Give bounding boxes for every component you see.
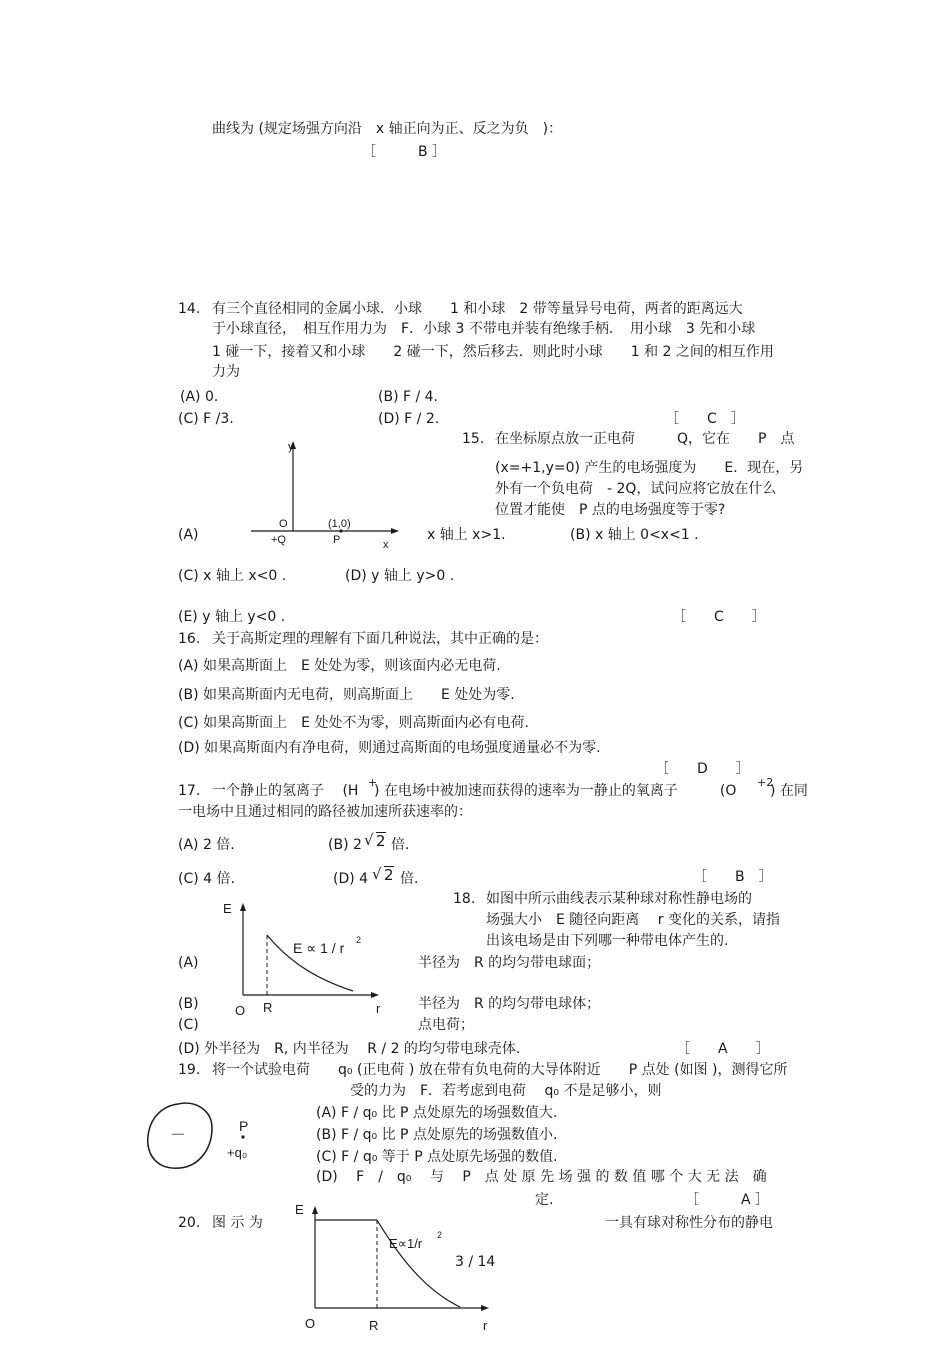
page-number: 3 / 14 [455,1254,496,1270]
q19-p-label: P [239,1118,249,1134]
q19-q-label: +q₀ [227,1145,248,1160]
q17-sup-1: + [368,776,378,789]
top-line: 曲线为 (规定场强方向沿 x 轴正向为正、反之为负 )： [212,121,563,137]
q18-r-tick: R [263,1000,273,1015]
q20-r-label: r [483,1318,488,1333]
q17-option-b-suffix: 倍. [391,837,410,853]
q14-number: 14. [178,301,201,317]
q19-conductor-figure [140,1098,270,1176]
q18-option-a-label: (A) [178,955,199,971]
q17-sup-2: +2 [757,776,774,789]
q16-answer: ［ D ］ [655,761,750,777]
q14-option-a: (A) 0． [180,389,228,405]
q17-option-d-prefix: (D) 4 [333,871,369,887]
q19-option-d-cont: 定. [535,1192,554,1208]
q16-number: 16. [178,631,201,647]
q15-origin-label: O [279,518,288,530]
q17-line-2: 一电场中且通过相同的路径被加速所获速率的： [178,804,472,820]
q17-option-b-prefix: (B) 2 [328,837,362,853]
q16-stem: 关于高斯定理的理解有下面几种说法，其中正确的是： [212,631,548,647]
q15-answer: ［ C ］ [672,609,766,625]
q15-option-a: x 轴上 x>1. [427,527,506,543]
q20-e-vs-r-figure [285,1198,500,1345]
q18-line-3: 出该电场是由下列哪一种带电体产生的. [486,933,729,949]
q18-formula-power: 2 [356,935,362,945]
q16-option-a: (A) 如果高斯面上 E 处处为零，则该面内必无电荷. [178,658,501,674]
q17-number: 17. [178,783,201,799]
q18-answer: ［ A ］ [676,1041,770,1057]
q15-line-3: 外有一个负电荷 - 2Q，试问应将它放在什么 [495,481,777,497]
q17-line-1b: ) 在电场中被加速而获得的速率为一静止的氧离子 (O [374,783,737,799]
q15-option-e: (E) y 轴上 y<0 . [178,609,286,625]
q14-answer: ［ C ］ [665,411,745,427]
q16-option-b: (B) 如果高斯面内无电荷，则高斯面上 E 处处为零. [178,687,515,703]
q20-e-label: E [295,1202,304,1217]
q18-line-1: 如图中所示曲线表示某种球对称性静电场的 [486,891,752,907]
q18-formula: E ∝ 1 / r [293,940,345,956]
q17-line-1c: ) 在同 [770,783,808,799]
q18-line-2: 场强大小 E 随径向距离 r 变化的关系，请指 [486,912,780,928]
q17-answer: ［ B ］ [693,869,773,885]
q20-right: 一具有球对称性分布的静电 [605,1215,773,1231]
q19-negative-sign: － [170,1127,187,1144]
q15-point-label: P [333,534,341,546]
q14-line-2: 于小球直径， 相互作用力为 F．小球 3 不带电并装有绝缘手柄． 用小球 3 先和小球 [212,321,756,337]
q17-option-a: (A) 2 倍. [178,837,235,853]
q15-option-a-label: (A) [178,527,199,543]
q18-option-c: 点电荷； [418,1017,474,1033]
q14-line-3: 1 碰一下，接着又和小球 2 碰一下，然后移去．则此时小球 1 和 2 之间的相互作用 [212,344,774,360]
q15-option-d: (D) y 轴上 y>0 . [345,568,455,584]
q18-r-label: r [376,1001,381,1016]
q17-option-d-radicand: 2 [384,866,394,884]
q18-option-b: 半径为 R 的均匀带电球体； [418,996,601,1012]
q20-o-label: O [305,1316,316,1331]
q14-option-d: (D) F / 2. [378,411,440,427]
q20-r-tick: R [369,1318,379,1333]
top-answer: ［ B ］ [362,144,447,160]
q17-option-c: (C) 4 倍. [178,871,235,887]
q17-line-1a: 一个静止的氢离子 (H [212,783,359,799]
q15-x-label: x [383,539,389,551]
q17-option-b-sqrt-sign: √ [364,831,374,849]
q18-option-b-label: (B) [178,996,199,1012]
q19-option-c: (C) F / q₀ 等于 P 点处原先场强的数值. [316,1149,558,1165]
q19-line-2: 受的力为 F．若考虑到电荷 q₀ 不是足够小，则 [350,1083,662,1099]
q15-point-coord: (1,0) [328,518,351,530]
q15-line-4: 位置才能使 P 点的电场强度等于零? [495,502,726,518]
q17-option-d-suffix: 倍. [400,871,419,887]
q15-option-b: (B) x 轴上 0<x<1 . [570,527,699,543]
q20-formula-power: 2 [437,1230,443,1240]
q16-option-c: (C) 如果高斯面上 E 处处不为零，则高斯面内必有电荷. [178,715,529,731]
q15-axes-figure [245,435,405,553]
q15-option-c: (C) x 轴上 x<0 . [178,568,287,584]
q20-number: 20. [178,1215,201,1231]
q19-option-d: (D) F / q₀ 与 P 点 处 原 先 场 强 的 数 值 哪 个 大 无 法 确 [316,1169,767,1185]
q17-option-d-sqrt-sign: √ [372,865,382,883]
q19-option-b: (B) F / q₀ 比 P 点处原先的场强数值小. [316,1127,558,1143]
q18-option-c-label: (C) [178,1017,199,1033]
q19-answer: ［ A ］ [685,1192,770,1208]
q14-option-b: (B) F / 4. [378,389,439,405]
q15-number: 15. [462,431,485,447]
q19-number: 19. [178,1062,201,1078]
q17-option-b-radicand: 2 [376,832,386,850]
q15-y-label: y [288,441,294,453]
q15-line-1: 在坐标原点放一正电荷 Q，它在 P 点 [495,431,795,447]
q20-left: 图 示 为 [212,1215,263,1231]
q18-option-d: (D) 外半径为 R, 内半径为 R / 2 的均匀带电球壳体. [178,1041,521,1057]
q18-e-vs-r-figure [215,895,390,1020]
q16-option-d: (D) 如果高斯面内有净电荷，则通过高斯面的电场强度通量必不为零. [178,740,601,756]
q18-option-a: 半径为 R 的均匀带电球面； [418,955,601,971]
q15-line-2: (x=+1,y=0) 产生的电场强度为 E．现在，另 [495,460,804,476]
q19-option-a: (A) F / q₀ 比 P 点处原先的场强数值大. [316,1105,558,1121]
q20-formula: E∝1/r [389,1236,423,1251]
q18-e-label: E [223,901,232,916]
q19-line-1: 将一个试验电荷 q₀ (正电荷 ) 放在带有负电荷的大导体附近 P 点处 (如图 )，测得它所 [212,1062,788,1078]
q15-charge-label: +Q [271,534,286,546]
q14-option-c: (C) F /3. [178,411,234,427]
q18-o-label: O [235,1003,246,1018]
q14-line-1: 有三个直径相同的金属小球．小球 1 和小球 2 带等量异号电荷，两者的距离远大 [212,301,743,317]
q18-number: 18. [453,891,476,907]
q14-line-4: 力为 [212,364,240,380]
